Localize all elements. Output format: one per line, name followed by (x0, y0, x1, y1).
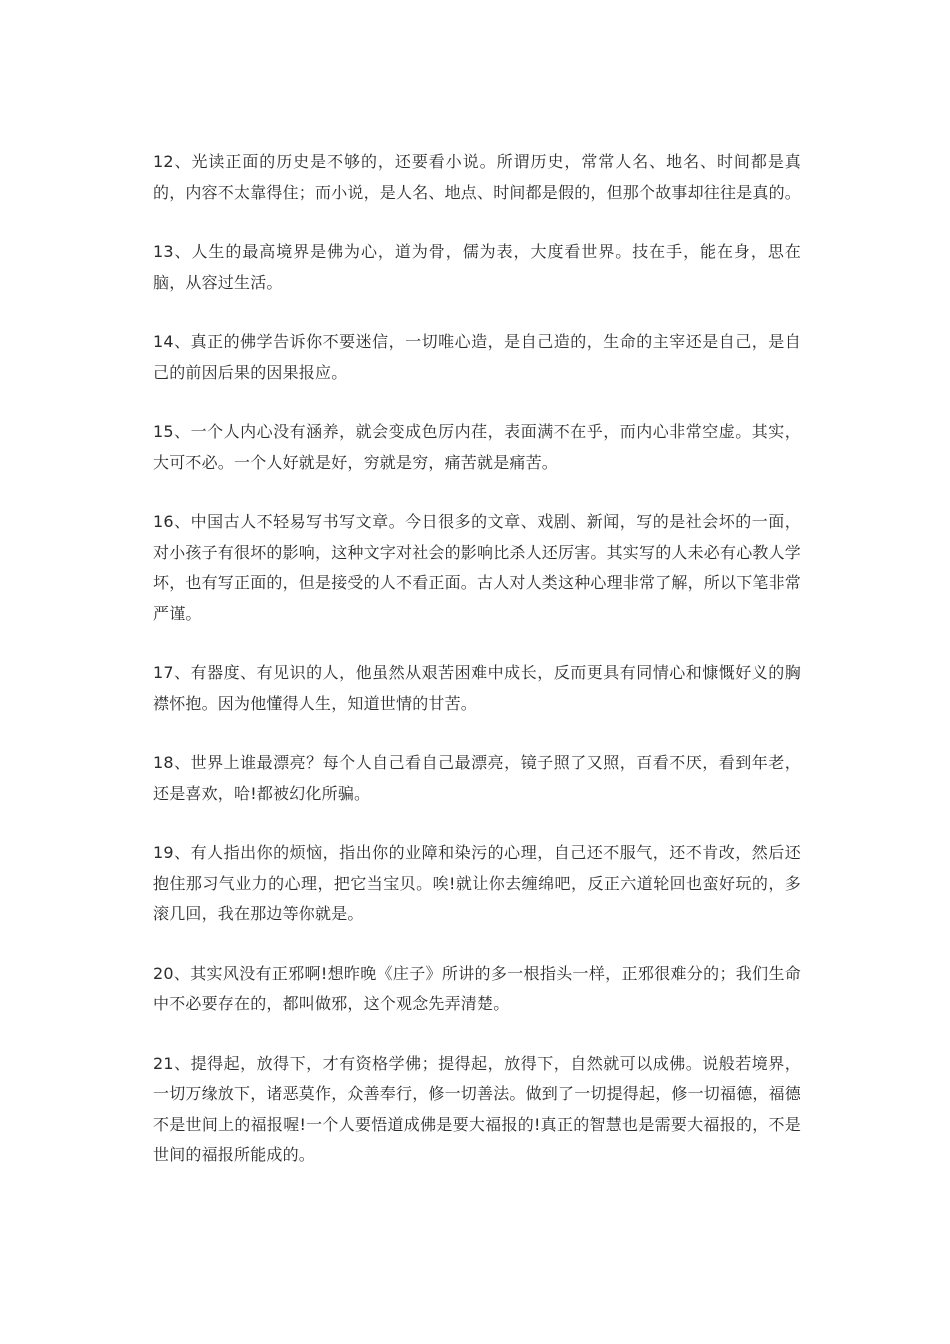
paragraph-17: 17、有器度、有见识的人，他虽然从艰苦困难中成长，反而更具有同情心和慷慨好义的胸襟怀抱。因为他懂得人生，知道世情的甘苦。 (153, 663, 801, 713)
paragraph-21: 21、提得起，放得下，才有资格学佛；提得起，放得下，自然就可以成佛。说般若境界，一切万缘放下，诸恶莫作，众善奉行，修一切善法。做到了一切提得起，修一切福德，福德不是世间上的福报喔!一个人要悟道成佛是要大福报的!真正的智慧也是需要大福报的，不是世间的福报所能成的。 (153, 1053, 802, 1164)
paragraph-14: 14、真正的佛学告诉你不要迷信，一切唯心造，是自己造的，生命的主宰还是自己，是自己的前因后果的因果报应。 (153, 332, 801, 382)
paragraph-18: 18、世界上谁最漂亮？每个人自己看自己最漂亮，镜子照了又照，百看不厌，看到年老，还是喜欢，哈!都被幻化所骗。 (153, 753, 801, 803)
paragraph-16: 16、中国古人不轻易写书写文章。今日很多的文章、戏剧、新闻，写的是社会坏的一面，对小孩子有很坏的影响，这种文字对社会的影响比杀人还厉害。其实写的人未必有心教人学坏，也有写正面的，但是接受的人不看正面。古人对人类这种心理非常了解，所以下笔非常严谨。 (153, 512, 802, 623)
document-body (153, 147, 801, 1200)
paragraph-13: 13、人生的最高境界是佛为心，道为骨，儒为表，大度看世界。技在手，能在身，思在脑，从容过生活。 (153, 242, 801, 292)
paragraph-19: 19、有人指出你的烦恼，指出你的业障和染污的心理，自己还不服气，还不肯改，然后还抱住那习气业力的心理，把它当宝贝。唉!就让你去缠绵吧，反正六道轮回也蛮好玩的，多滚几回，我在那边等你就是。 (153, 843, 801, 923)
paragraph-12: 12、光读正面的历史是不够的，还要看小说。所谓历史，常常人名、地名、时间都是真的，内容不太靠得住；而小说，是人名、地点、时间都是假的，但那个故事却往往是真的。 (153, 152, 802, 202)
paragraph-15: 15、一个人内心没有涵养，就会变成色厉内荏，表面满不在乎，而内心非常空虚。其实，大可不必。一个人好就是好，穷就是穷，痛苦就是痛苦。 (153, 422, 801, 472)
paragraph-20: 20、其实风没有正邪啊!想昨晚《庄子》所讲的多一根指头一样，正邪很难分的；我们生命中不必要存在的，都叫做邪，这个观念先弄清楚。 (153, 963, 801, 1013)
